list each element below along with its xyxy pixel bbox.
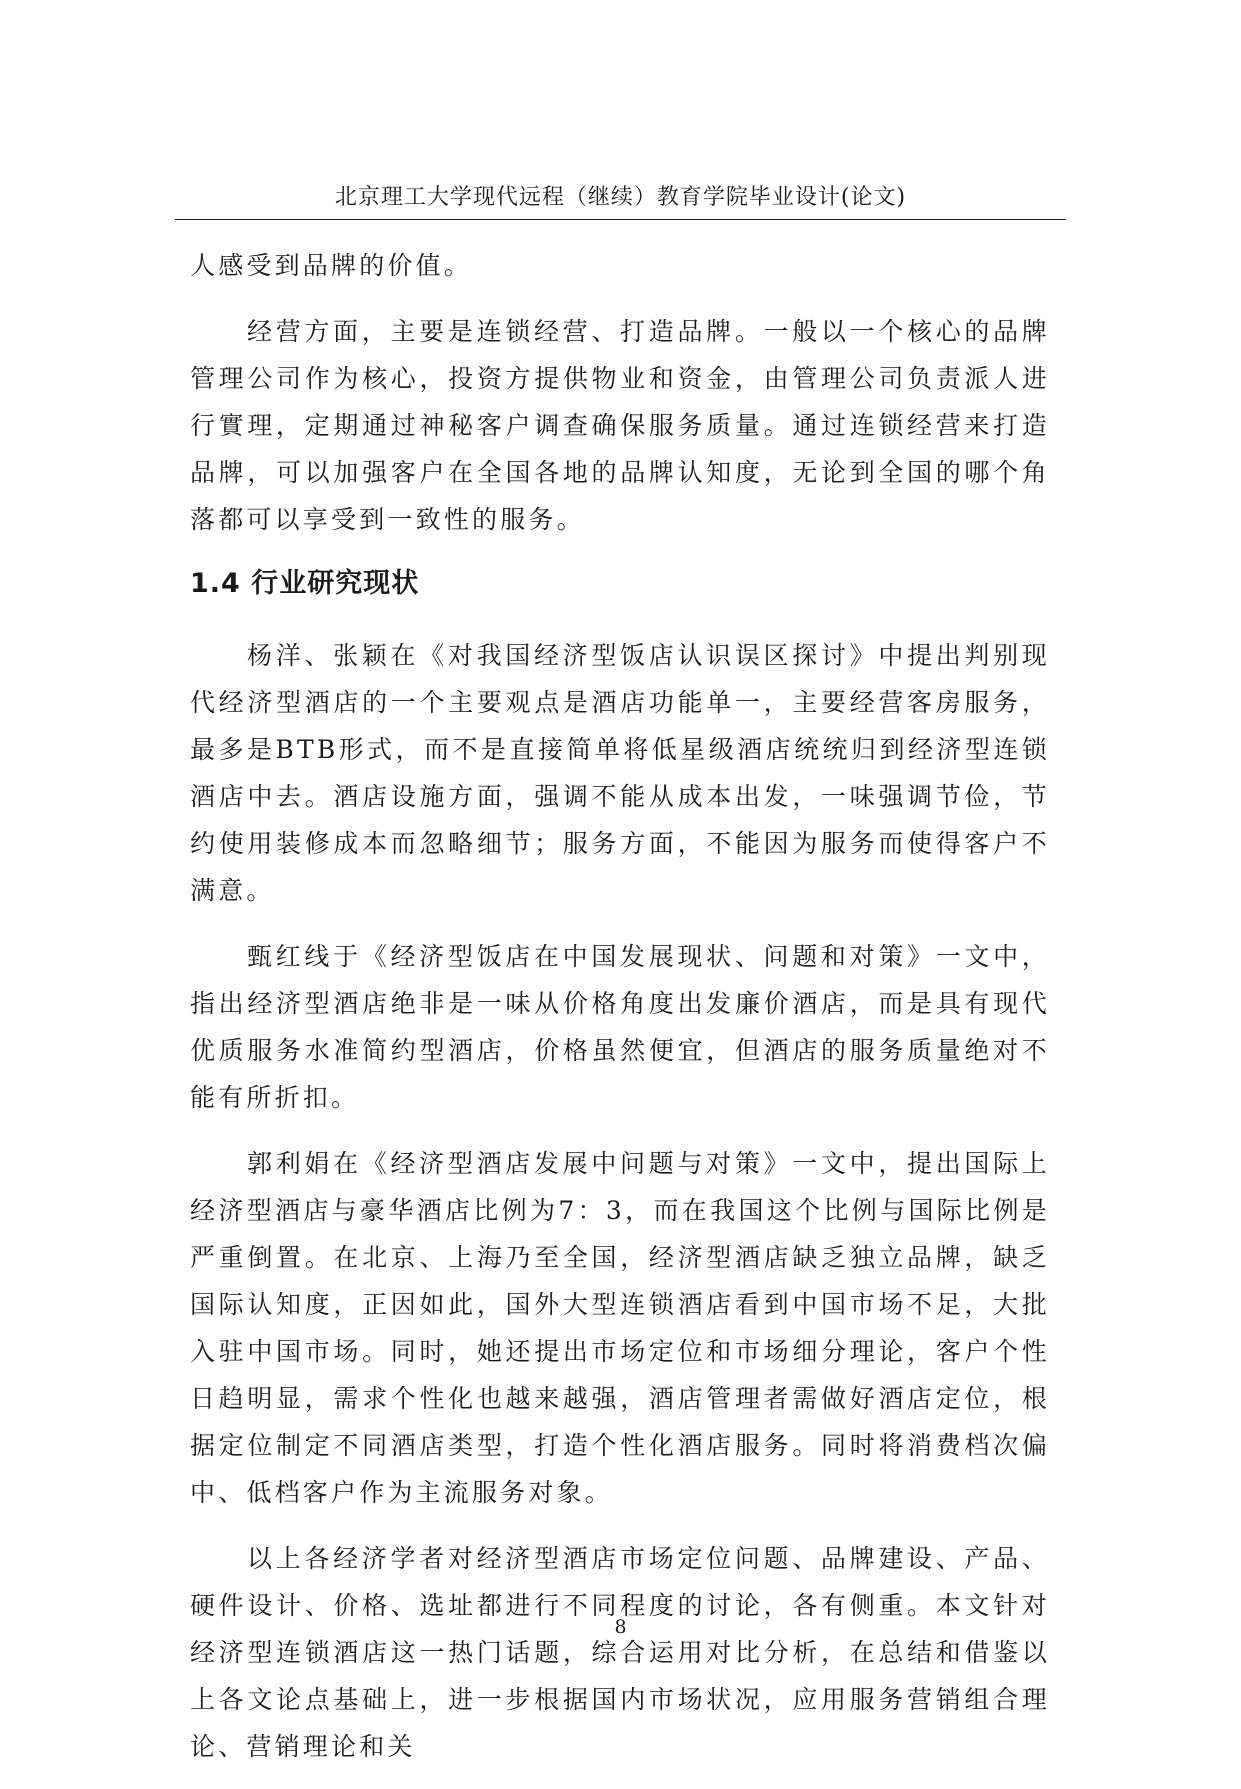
paragraph-zhen: 甄红线于《经济型饭店在中国发展现状、问题和对策》一文中，指出经济型酒店绝非是一味从价格角度出发廉价酒店，而是具有现代优质服务水准简约型酒店，价格虽然便宜，但酒店的服务质量绝对不能有所折扣。: [190, 942, 1050, 1112]
paragraph-operations: 经营方面，主要是连锁经营、打造品牌。一般以一个核心的品牌管理公司作为核心，投资方提供物业和资金，由管理公司负责派人进行實理，定期通过神秘客户调查确保服务质量。通过连锁经营来打造品牌，可以加强客户在全国各地的品牌认知度，无论到全国的哪个角落都可以享受到一致性的服务。: [190, 317, 1050, 534]
section-heading: 1.4 行业研究现状: [190, 568, 420, 599]
document-body: [190, 242, 1050, 1789]
paragraph-continuation: 人感受到品牌的价值。: [190, 251, 473, 280]
header-rule: [175, 219, 1066, 220]
page-number: 8: [614, 1616, 627, 1638]
paragraph-yang-zhang: 杨洋、张颖在《对我国经济型饭店认识误区探讨》中提出判别现代经济型酒店的一个主要观点是酒店功能单一，主要经营客房服务，最多是BTB形式，而不是直接简单将低星级酒店统统归到经济型连锁酒店中去。酒店设施方面，强调不能从成本出发，一味强调节俭，节约使用装修成本而忽略细节；服务方面，不能因为服务而使得客户不满意。: [190, 641, 1050, 905]
page-header: 北京理工大学现代远程（继续）教育学院毕业设计(论文): [334, 185, 907, 210]
paragraph-summary: 以上各经济学者对经济型酒店市场定位问题、品牌建设、产品、硬件设计、价格、选址都进行不同程度的讨论，各有侧重。本文针对经济型连锁酒店这一热门话题，综合运用对比分析，在总结和借鉴以上各文论点基础上，进一步根据国内市场状况，应用服务营销组合理论、营销理论和关: [190, 1544, 1050, 1761]
paragraph-guo: 郭利娟在《经济型酒店发展中问题与对策》一文中，提出国际上经济型酒店与豪华酒店比例为7：3，而在我国这个比例与国际比例是严重倒置。在北京、上海乃至全国，经济型酒店缺乏独立品牌，缺乏国际认知度，正因如此，国外大型连锁酒店看到中国市场不足，大批入驻中国市场。同时，她还提出市场定位和市场细分理论，客户个性日趋明显，需求个性化也越来越强，酒店管理者需做好酒店定位，根据定位制定不同酒店类型，打造个性化酒店服务。同时将消费档次偏中、低档客户作为主流服务对象。: [190, 1149, 1050, 1507]
